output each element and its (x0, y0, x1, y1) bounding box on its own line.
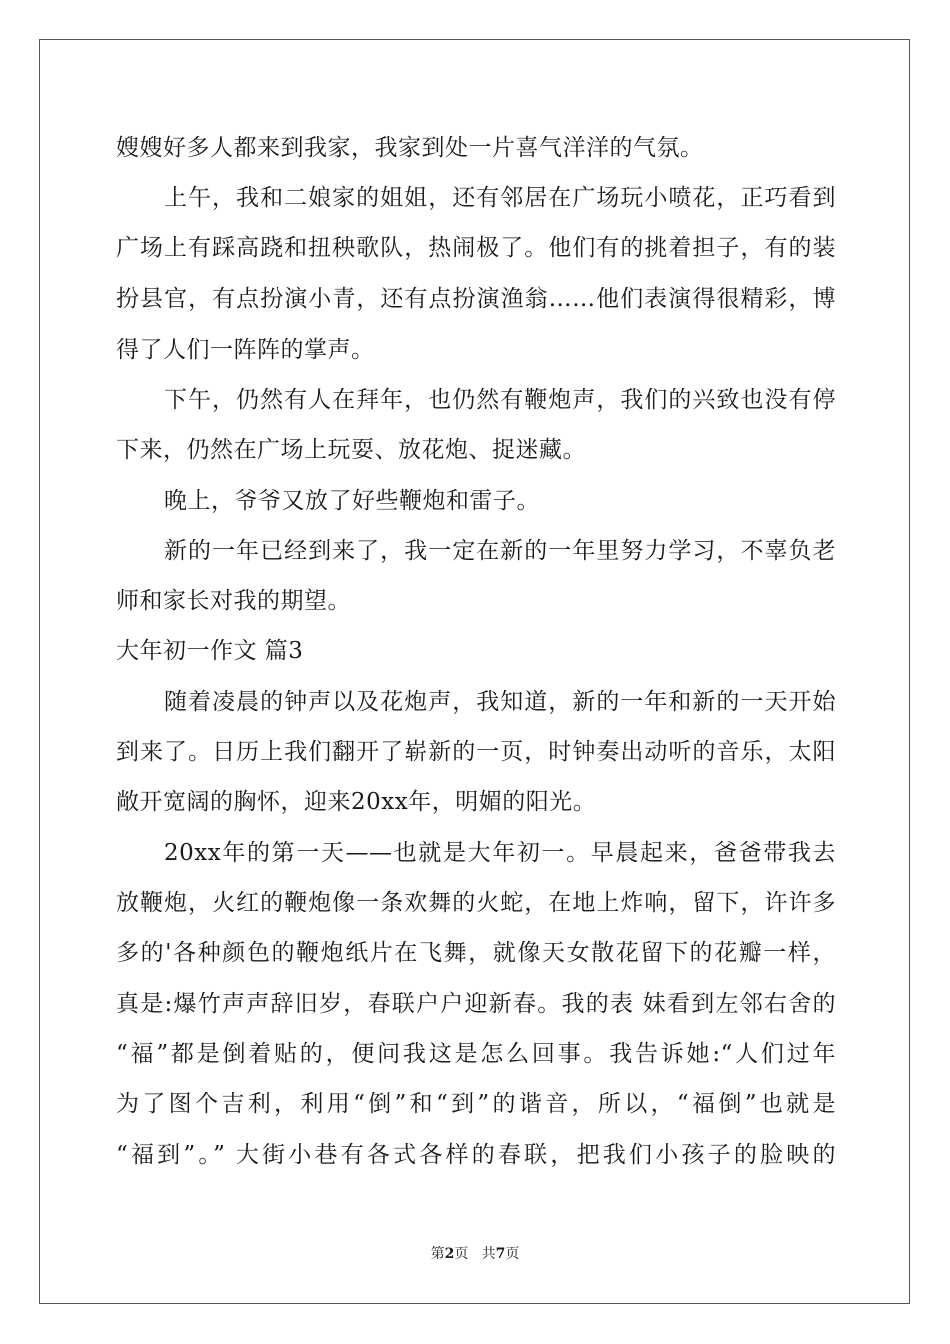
paragraph-line: 随着凌晨的钟声以及花炮声，我知道，新的一年和新的一天开始 (164, 689, 836, 715)
paragraph-line: 下午，仍然有人在拜年，也仍然有鞭炮声，我们的兴致也没有停 (164, 387, 836, 413)
section-heading: 大年初一作文 篇3 (116, 638, 304, 664)
paragraph-line: 放鞭炮，火红的鞭炮像一条欢舞的火蛇，在地上炸响，留下，许许多 (116, 890, 836, 916)
paragraph-line: 到来了。日历上我们翻开了崭新的一页，时钟奏出动听的音乐，太阳 (116, 739, 836, 765)
paragraph-line: 多的'各种颜色的鞭炮纸片在飞舞，就像天女散花留下的花瓣一样， (116, 940, 836, 966)
total-suffix: 页 (505, 1246, 520, 1262)
page-number: 2 (444, 1246, 455, 1262)
paragraph-line: 师和家长对我的期望。 (116, 588, 351, 614)
paragraph-line: “福到”。” 大街小巷有各式各样的春联，把我们小孩子的脸映的 (116, 1142, 836, 1168)
paragraph-line: 晚上，爷爷又放了好些鞭炮和雷子。 (164, 488, 540, 514)
page-prefix: 第 (430, 1246, 445, 1262)
paragraph-line: 广场上有踩高跷和扭秧歌队，热闹极了。他们有的挑着担子，有的装 (116, 235, 836, 261)
paragraph-line: 为了图个吉利，利用“倒”和“到”的谐音，所以，“福倒”也就是 (116, 1091, 836, 1117)
paragraph-line: 扮县官，有点扮演小青，还有点扮演渔翁……他们表演得很精彩，博 (116, 286, 836, 312)
total-prefix: 共 (481, 1246, 496, 1262)
paragraph-line: 真是:爆竹声声辞旧岁，春联户户迎新春。我的表 妹看到左邻右舍的 (116, 991, 836, 1017)
paragraph-line: 得了人们一阵阵的掌声。 (116, 337, 375, 363)
paragraph-line: 敞开宽阔的胸怀，迎来20xx年，明媚的阳光。 (116, 789, 597, 815)
paragraph-line: “福”都是倒着贴的，便问我这是怎么回事。我告诉她:“人们过年 (116, 1041, 836, 1067)
paragraph-line: 嫂嫂好多人都来到我家，我家到处一片喜气洋洋的气氛。 (116, 135, 704, 161)
paragraph-line: 新的一年已经到来了，我一定在新的一年里努力学习，不辜负老 (164, 538, 836, 564)
total-pages: 7 (495, 1246, 506, 1262)
paragraph-line: 20xx年的第一天——也就是大年初一。早晨起来，爸爸带我去 (164, 840, 836, 866)
page-suffix: 页 (454, 1246, 469, 1262)
paragraph-line: 下来，仍然在广场上玩耍、放花炮、捉迷藏。 (116, 437, 586, 463)
paragraph-line: 上午，我和二娘家的姐姐，还有邻居在广场玩小喷花，正巧看到 (164, 185, 836, 211)
page-footer (0, 1244, 950, 1264)
